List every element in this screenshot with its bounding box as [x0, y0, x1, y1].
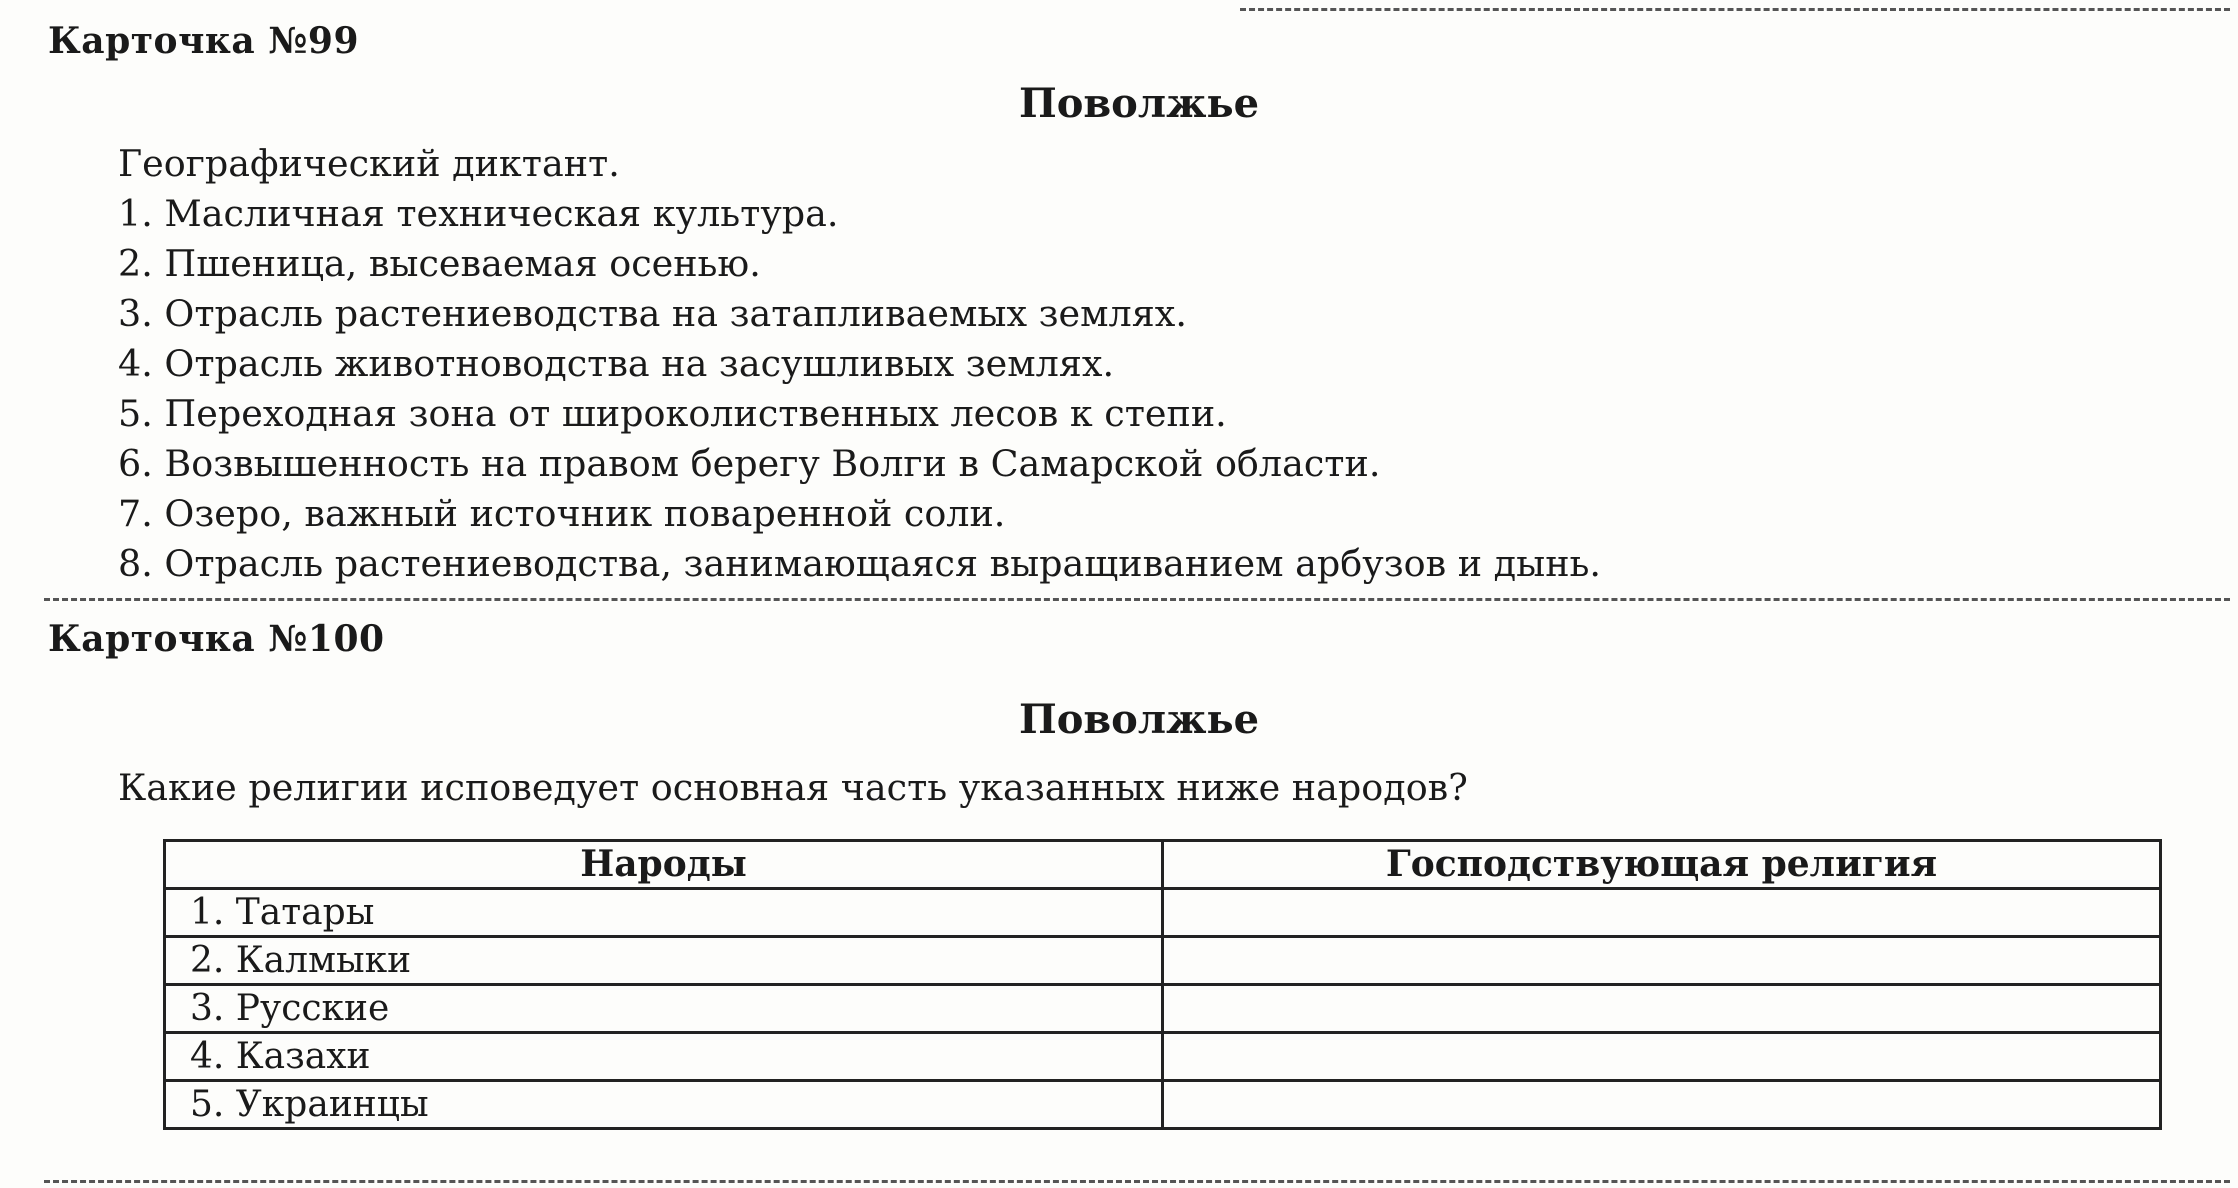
table-header-row: [165, 841, 2161, 889]
dictation-item-5: 5. Переходная зона от широколиственных лесов к степи.: [118, 392, 1227, 435]
religion-answer-cell[interactable]: [1163, 1081, 2161, 1129]
table-row: [165, 1081, 2161, 1129]
people-cell: 1. Татары: [165, 889, 1163, 937]
card-99-intro: Географический диктант.: [118, 142, 620, 185]
dictation-item-1: 1. Масличная техническая культура.: [118, 192, 839, 235]
card-100-title: Поволжье: [1018, 696, 1260, 743]
dictation-item-6: 6. Возвышенность на правом берегу Волги в Самарской области.: [118, 442, 1381, 485]
dictation-item-2: 2. Пшеница, высеваемая осенью.: [118, 242, 761, 285]
table-row: [165, 1033, 2161, 1081]
card-100-question: Какие религии исповедует основная часть указанных ниже народов?: [118, 766, 1468, 809]
people-cell: 2. Калмыки: [165, 937, 1163, 985]
people-cell: 3. Русские: [165, 985, 1163, 1033]
people-cell: 4. Казахи: [165, 1033, 1163, 1081]
people-cell: 5. Украинцы: [165, 1081, 1163, 1129]
dictation-item-3: 3. Отрасль растениеводства на затапливаемых землях.: [118, 292, 1187, 335]
religion-answer-cell[interactable]: [1163, 889, 2161, 937]
card-99-label: Карточка №99: [48, 20, 359, 62]
cut-line-middle: [44, 598, 2230, 601]
peoples-religion-table: [163, 839, 2162, 1130]
dictation-item-7: 7. Озеро, важный источник поваренной соли.: [118, 492, 1006, 535]
card-100-label: Карточка №100: [48, 618, 385, 660]
header-peoples: Народы: [165, 841, 1163, 889]
table-row: [165, 937, 2161, 985]
religion-answer-cell[interactable]: [1163, 1033, 2161, 1081]
card-99-title: Поволжье: [1018, 80, 1260, 127]
cut-line-bottom: [44, 1180, 2230, 1183]
header-religion: Господствующая религия: [1163, 841, 2161, 889]
religion-answer-cell[interactable]: [1163, 937, 2161, 985]
table-row: [165, 985, 2161, 1033]
dictation-item-8: 8. Отрасль растениеводства, занимающаяся выращиванием арбузов и дынь.: [118, 542, 1601, 585]
dictation-item-4: 4. Отрасль животноводства на засушливых землях.: [118, 342, 1115, 385]
cut-line-top: [1240, 8, 2230, 11]
religion-answer-cell[interactable]: [1163, 985, 2161, 1033]
table-row: [165, 889, 2161, 937]
